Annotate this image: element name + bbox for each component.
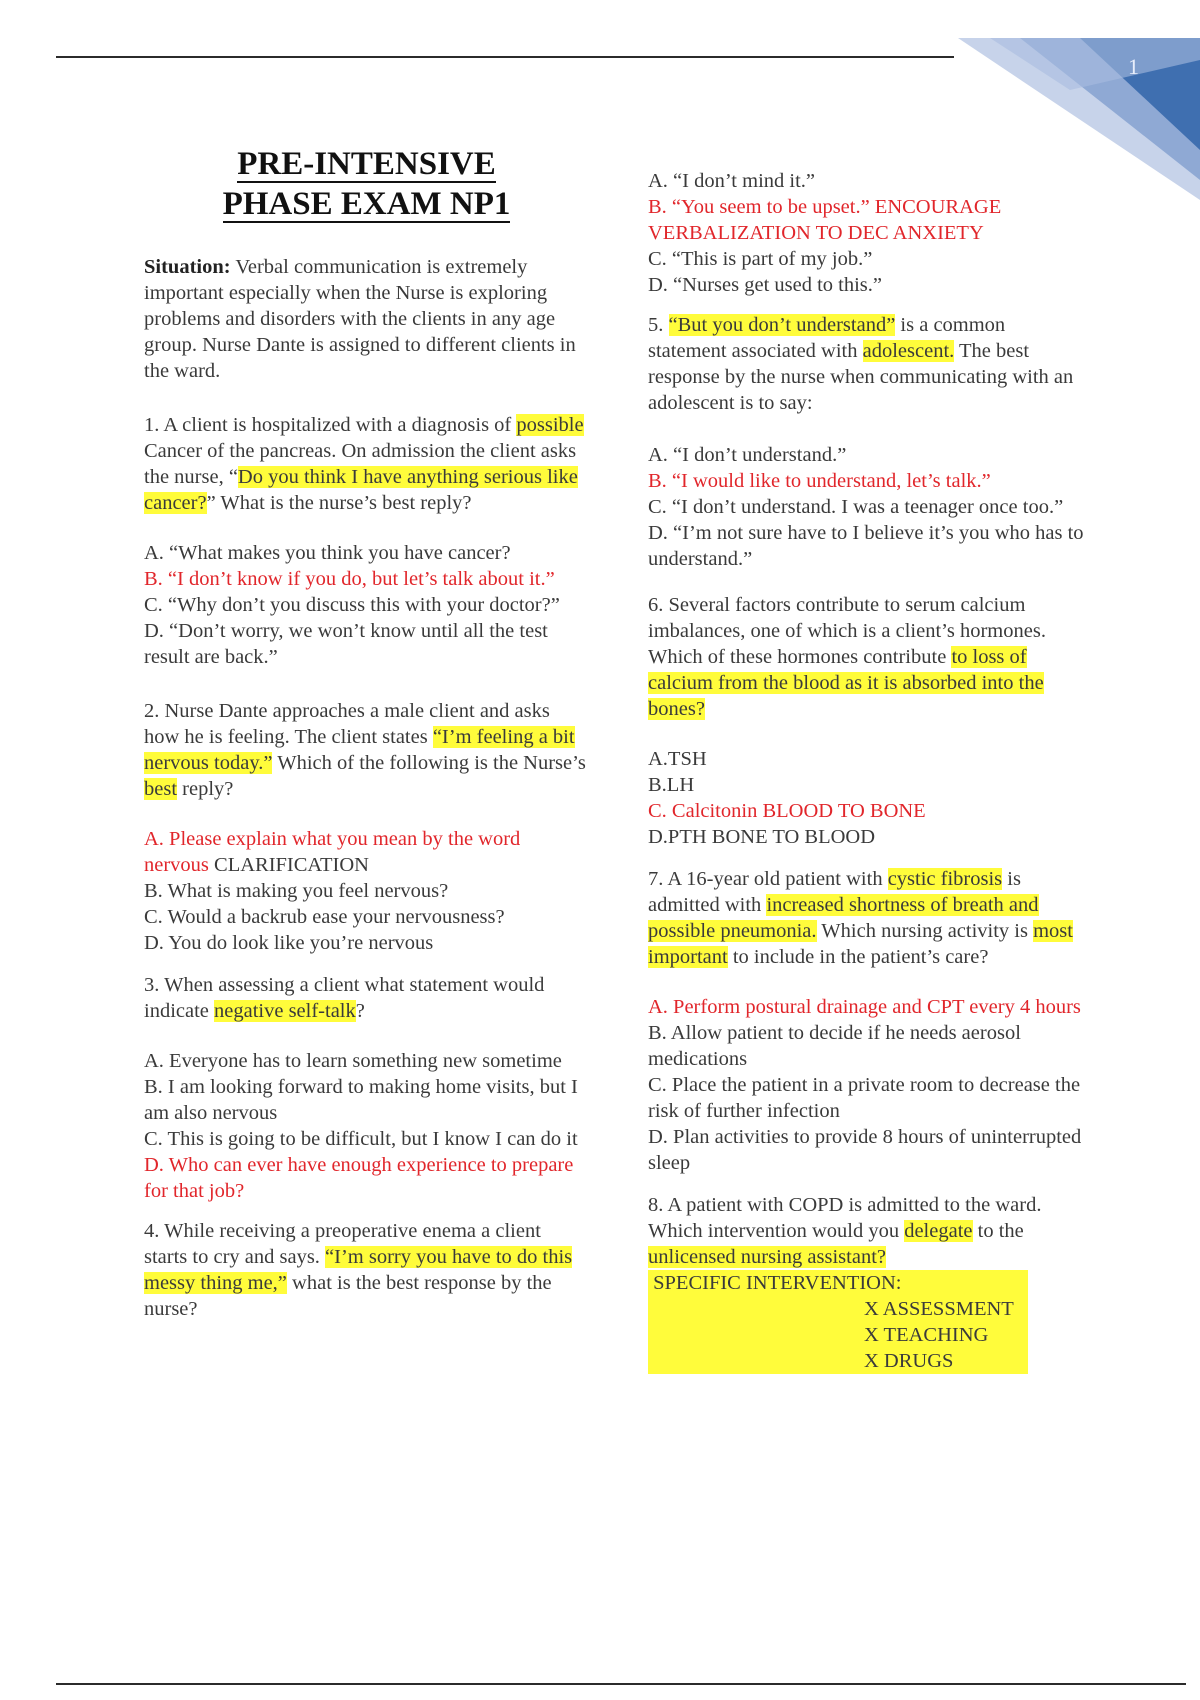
page-number: 1 <box>1128 54 1139 79</box>
q3-option-b: B. I am looking forward to making home visits, but I am also nervous <box>144 1076 578 1124</box>
q7-option-b: B. Allow patient to decide if he needs aerosol medications <box>648 1022 1021 1070</box>
q1-option-c: C. “Why don’t you discuss this with your doctor?” <box>144 594 560 616</box>
question-5-options <box>648 442 1088 572</box>
question-6-stem <box>648 592 1088 722</box>
exam-title-line1: PRE-INTENSIVE <box>237 146 496 182</box>
q4-text-b: what is the best response by the nurse? <box>144 1272 552 1320</box>
q7-text-c: Which nursing activity is <box>816 920 1034 942</box>
q2-option-a-answer: A. Please explain what you mean by the word nervous <box>144 828 521 876</box>
question-3-options <box>144 1048 589 1204</box>
q5-text-c: The best response by the nurse when communicating with an adolescent is to say: <box>648 340 1074 414</box>
q8-text-a: 8. A patient with COPD is admitted to the ward. Which intervention would you <box>648 1194 1042 1242</box>
q7-text-b: is admitted with <box>648 868 1021 916</box>
question-8-stem <box>648 1192 1088 1270</box>
q4-option-c: C. “This is part of my job.” <box>648 248 873 270</box>
q4-text-a: 4. While receiving a preoperative enema a client starts to cry and says. <box>144 1220 541 1268</box>
q6-option-a: A.TSH <box>648 748 707 770</box>
q2-text-a: 2. Nurse Dante approaches a male client and asks how he is feeling. The client states <box>144 700 550 748</box>
q5-option-a: A. “I don’t understand.” <box>648 444 847 466</box>
q6-highlight-1: to loss of calcium from the blood as it is absorbed into the bones? <box>648 646 1044 720</box>
q4-option-a: A. “I don’t mind it.” <box>648 170 816 192</box>
question-1-stem <box>144 412 589 516</box>
q2-option-d: D. You do look like you’re nervous <box>144 932 434 954</box>
q1-option-d: D. “Don’t worry, we won’t know until all the test result are back.” <box>144 620 548 668</box>
exam-title <box>144 144 589 224</box>
q5-text-a: 5. <box>648 314 669 336</box>
q6-option-c-answer: C. Calcitonin BLOOD TO BONE <box>648 800 926 822</box>
q3-option-a: A. Everyone has to learn something new sometime <box>144 1050 562 1072</box>
q4-option-d: D. “Nurses get used to this.” <box>648 274 882 296</box>
top-rule <box>56 56 954 58</box>
q7-option-a-answer: A. Perform postural drainage and CPT every 4 hours <box>648 996 1081 1018</box>
q1-text-b: Cancer of the pancreas. On admission the client asks the nurse, “ <box>144 440 577 488</box>
q7-option-d: D. Plan activities to provide 8 hours of uninterrupted sleep <box>648 1126 1082 1174</box>
q2-option-c: C. Would a backrub ease your nervousness? <box>144 906 505 928</box>
question-3-stem <box>144 972 589 1024</box>
q5-option-d: D. “I’m not sure have to I believe it’s you who has to understand.” <box>648 522 1084 570</box>
q8-text-b: to the <box>972 1220 1024 1242</box>
q2-text-c: reply? <box>177 778 234 800</box>
q7-highlight-3: most important <box>648 920 1073 968</box>
q5-highlight-1: “But you don’t understand” <box>668 314 896 336</box>
q3-highlight-1: negative self-talk <box>214 1000 356 1022</box>
note-teaching: X TEACHING <box>864 1324 989 1346</box>
q1-text-a: 1. A client is hospitalized with a diagnosis of <box>144 414 517 436</box>
bottom-rule <box>56 1683 1186 1685</box>
q7-text-d: to include in the patient’s care? <box>727 946 989 968</box>
q8-highlight-2: unlicensed nursing assistant? <box>648 1246 886 1268</box>
q6-option-d: D.PTH BONE TO BLOOD <box>648 826 876 848</box>
question-2-stem <box>144 698 589 802</box>
situation <box>144 254 589 384</box>
q7-text-a: 7. A 16-year old patient with <box>648 868 888 890</box>
q2-option-b: B. What is making you feel nervous? <box>144 880 449 902</box>
q5-highlight-2: adolescent. <box>862 340 955 362</box>
q1-text-c: ” What is the nurse’s best reply? <box>206 492 472 514</box>
q5-text-b: is a common statement associated with <box>648 314 1006 362</box>
q2-highlight-1: “I’m feeling a bit nervous today.” <box>144 726 575 774</box>
q3-option-d-answer: D. Who can ever have enough experience to prepare for that job? <box>144 1154 574 1202</box>
exam-title-line2: PHASE EXAM NP1 <box>222 186 511 222</box>
question-2-options <box>144 826 589 956</box>
q4-highlight-1: “I’m sorry you have to do this messy thing me,” <box>144 1246 573 1294</box>
q1-option-b-answer: B. “I don’t know if you do, but let’s talk about it.” <box>144 568 555 590</box>
q7-highlight-2: increased shortness of breath and possible pneumonia. <box>648 894 1039 942</box>
q1-highlight-1: possible <box>516 414 584 436</box>
question-6-options <box>648 746 1088 850</box>
q2-text-b: Which of the following is the Nurse’s <box>272 752 586 774</box>
note-drugs: X DRUGS <box>864 1350 954 1372</box>
q1-highlight-2: Do you think I have anything serious like cancer? <box>144 466 578 514</box>
question-7-stem <box>648 866 1088 970</box>
q2-option-a-note: CLARIFICATION <box>208 854 369 876</box>
specific-intervention-note <box>648 1270 1028 1374</box>
q8-highlight-1: delegate <box>904 1220 973 1242</box>
q7-highlight-1: cystic fibrosis <box>887 868 1003 890</box>
q5-option-b-answer: B. “I would like to understand, let’s talk.” <box>648 470 991 492</box>
question-4-options <box>648 168 1088 298</box>
situation-label: Situation: <box>144 256 231 278</box>
situation-text: Verbal communication is extremely important especially when the Nurse is exploring problems and disorders with the clients in any age group. Nurse Dante is assigned to different clients in the ward. <box>144 256 576 382</box>
q3-text-b: ? <box>355 1000 365 1022</box>
q4-option-b-answer: B. “You seem to be upset.” ENCOURAGE VERBALIZATION TO DEC ANXIETY <box>648 196 1002 244</box>
left-column <box>144 140 589 1322</box>
q3-text-a: 3. When assessing a client what statement would indicate <box>144 974 545 1022</box>
question-5-stem <box>648 312 1088 416</box>
q7-option-c: C. Place the patient in a private room to decrease the risk of further infection <box>648 1074 1081 1122</box>
q2-highlight-2: best <box>144 778 178 800</box>
q3-option-c: C. This is going to be difficult, but I know I can do it <box>144 1128 578 1150</box>
q6-text-a: 6. Several factors contribute to serum calcium imbalances, one of which is a client’s hormones. Which of these hormones contribute <box>648 594 1046 668</box>
note-title: SPECIFIC INTERVENTION: <box>648 1272 902 1294</box>
q1-option-a: A. “What makes you think you have cancer? <box>144 542 511 564</box>
q5-option-c: C. “I don’t understand. I was a teenager once too.” <box>648 496 1064 518</box>
question-1-options <box>144 540 589 670</box>
q2-option-a <box>144 826 589 878</box>
question-7-options <box>648 994 1088 1176</box>
right-column <box>648 168 1088 1374</box>
note-assessment: X ASSESSMENT <box>864 1298 1014 1320</box>
question-4-stem <box>144 1218 589 1322</box>
q6-option-b: B.LH <box>648 774 695 796</box>
